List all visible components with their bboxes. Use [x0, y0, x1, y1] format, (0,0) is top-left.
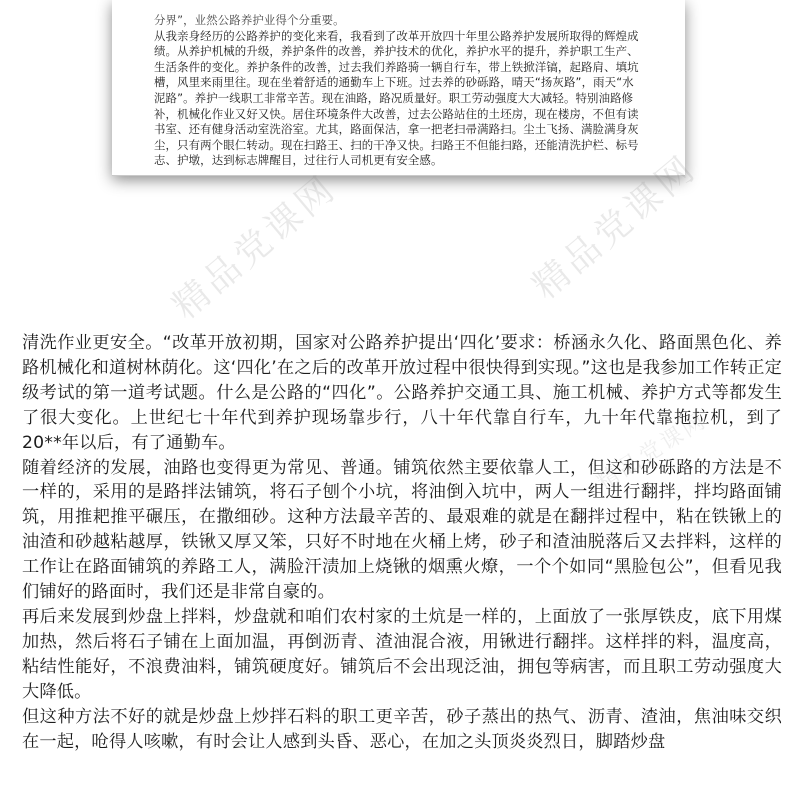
- watermark-url: 精品党课网: [592, 407, 712, 496]
- article-paragraph: 再后来发展到炒盘上拌料，炒盘就和咱们农村家的土炕是一样的，上面放了一张厚铁皮，底下用煤加热，然后将石子铺在上面加温，再倒沥青、渣油混合液，用锹进行翻拌。这样拌的料，温度高，粘结性能好，不浪费油料，铺筑硬度好。铺筑后不会出现泛油，拥包等病害，而且职工劳动强度大大降低。: [22, 606, 782, 702]
- card-text-block: [112, 13, 685, 169]
- scanned-document-card: [112, 0, 685, 176]
- article-body: [22, 331, 782, 754]
- article-paragraph: 但这种方法不好的就是炒盘上炒拌石料的职工更辛苦，砂子蒸出的热气、沥青、渣油，焦油味交织在一起，呛得人咳嗽，有时会让人感到头昏、恶心，在加之头顶炎炎烈日，脚踏炒盘: [22, 706, 782, 752]
- article-paragraph: 随着经济的发展，油路也变得更为常见、普通。铺筑依然主要依靠人工，但这和砂砾路的方法是不一样的，采用的是路拌法铺筑，将石子刨个小坑，将油倒入坑中，两人一组进行翻拌，拌均路面铺筑，用推耙推平碾压，在撒细砂。这种方法最辛苦的、最艰难的就是在翻拌过程中，粘在铁锹上的油渣和砂越粘越厚，铁锹又厚又笨，只好不时地在火桶上烤，砂子和渣油脱落后又去拌料，这样的工作让在路面铺筑的养路工人，满脸汗渍加上烧锹的烟熏火燎，一个个如同“黑脸包公”，但看见我们铺好的路面时，我们还是非常自豪的。: [22, 457, 782, 603]
- article-paragraph: 清洗作业更安全。“改革开放初期，国家对公路养护提出‘四化’要求：桥涵永久化、路面黑色化、养路机械化和道树林荫化。这‘四化’在之后的改革开放过程中很快得到实现。”这也是我参加工作转正定级考试的第一道考试题。什么是公路的“四化”。公路养护交通工具、施工机械、养护方式等都发生了很大变化。上世纪七十年代到养护现场靠步行，八十年代靠自行车，九十年代靠拖拉机，到了20**年以后，有了通勤车。: [22, 333, 782, 453]
- card-paragraph: 从我亲身经历的公路养护的变化来看，我看到了改革开放四十年里公路养护发展所取得的辉煌成绩。从养护机械的升级，养护条件的改善，养护技术的优化，养护水平的提升，养护职工生产、生活条件的变化。养护条件的改善，过去我们养路骑一辆自行车，带上铁掀洋镐，起路肩、填坑槽，风里来雨里往。现在坐着舒适的通勤车上下班。过去养的砂砾路，晴天“扬灰路”，雨天“水泥路”。养护一线职工非常辛苦。现在油路，路况质量好。职工劳动强度大大减轻。特别油路修补，机械化作业又好又快。居住环境条件大改善，过去公路站住的土坯房，现在楼房，不但有读书室、还有健身活动室洗浴室。尤其，路面保洁，拿一把老扫帚满路扫。尘土飞扬、满脸满身灰尘，只有两个眼仁转动。现在扫路王、扫的干净又快。扫路王不但能扫路，还能清洗护栏、标号志、护墩，达到标志牌醒目，过往行人司机更有安全感。: [154, 28, 639, 168]
- watermark-text: 精品党课网: [165, 167, 345, 328]
- card-top-fragment: 分界”，业然公路养护业得个分重要。: [154, 13, 345, 28]
- watermark-text: 精品党课网: [525, 147, 705, 308]
